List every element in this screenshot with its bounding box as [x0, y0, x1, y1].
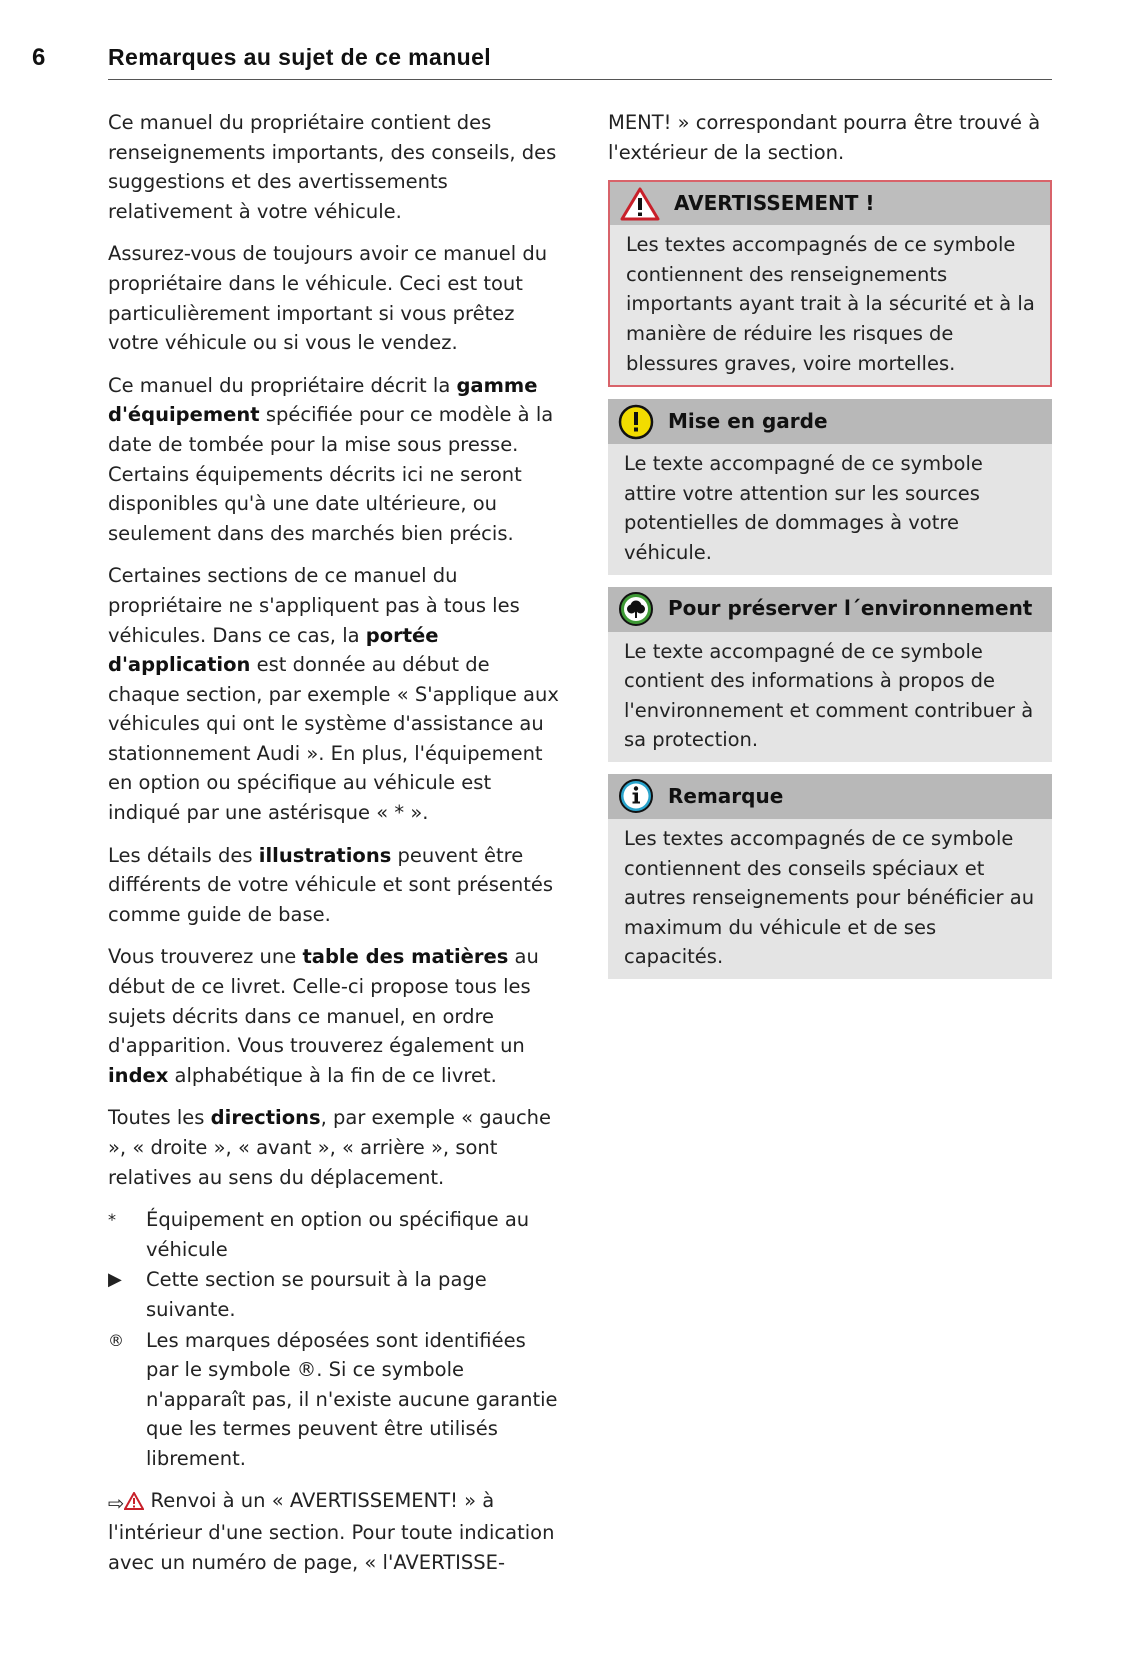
exclamation-circle-icon [618, 404, 654, 440]
info-circle-icon [618, 778, 654, 814]
legend-item [108, 1265, 563, 1324]
caution-box-body: Le texte accompagné de ce symbole attire votre attention sur les sources potentielles de dommages à votre véhicule. [624, 452, 983, 564]
note-box-body: Les textes accompagnés de ce symbole contiennent des conseils spéciaux et autres renseignements pour bénéficier au maximum du véhicule et de ses capacités. [624, 826, 1035, 969]
paragraph-directions: Toutes les directions, par exemple « gauche », « droite », « avant », « arrière », sont relatives au sens du déplacement. [108, 1106, 552, 1189]
legend-text: Les marques déposées sont identifiées par le symbole ®. Si ce symbole n'apparaît pas, il n'existe aucune garantie que les termes peuvent être utilisés librement. [146, 1328, 558, 1470]
environment-box-body: Le texte accompagné de ce symbole contient des informations à propos de l'environnement et comment contribuer à sa protection. [624, 639, 1034, 752]
environment-box-title: Pour préserver l´environnement [668, 596, 1033, 621]
reference-arrow-icon: ⇨ [108, 1491, 125, 1515]
paragraph-scope: Certaines sections de ce manuel du propriétaire ne s'appliquent pas à tous les véhicules. Dans ce cas, la portée d'application est donnée au début de chaque section, par exemple « S'applique aux véhicules qui ont le système d'assistance au stationnement Audi ». En plus, l'équipement en option ou spécifique au véhicule est indiqué par une astérisque « * ». [108, 564, 559, 825]
paragraph-intro: Ce manuel du propriétaire contient des renseignements importants, des conseils, des suggestions et des avertissements relativement à votre véhicule. [108, 111, 557, 223]
tree-icon [618, 591, 654, 627]
caution-box-title: Mise en garde [668, 408, 828, 433]
paragraph-illustrations: Les détails des illustrations peuvent être différents de votre véhicule et sont présentés comme guide de base. [108, 843, 554, 926]
paragraph-keep-manual: Assurez-vous de toujours avoir ce manuel du propriétaire dans le véhicule. Ceci est tout particulièrement important si vous prêtez votre véhicule ou si vous le vendez. [108, 242, 548, 355]
symbol-legend [108, 1205, 563, 1473]
paragraph-equipment-range: Ce manuel du propriétaire décrit la gamme d'équipement spécifiée pour ce modèle à la date de tombée pour la mise sous presse. Certains équipements décrits ici ne seront disponibles qu'à une date ultérieure, ou seulement dans des marchés bien précis. [108, 373, 554, 545]
paragraph-toc-index: Vous trouverez une table des matières au début de ce livret. Celle-ci propose tous les sujets décrits dans ce manuel, en ordre d'apparition. Vous trouverez également un index alphabétique à la fin de ce livret. [108, 945, 539, 1087]
warning-triangle-icon [620, 187, 660, 221]
left-column [108, 108, 563, 1590]
continue-arrow-icon: ▶ [108, 1269, 122, 1291]
registered-symbol: ® [108, 1330, 124, 1350]
caution-box [608, 399, 1052, 574]
warning-box-title: AVERTISSEMENT ! [674, 190, 875, 215]
environment-box [608, 587, 1052, 762]
paragraph-continuation: MENT! » correspondant pourra être trouvé à l'extérieur de la section. [608, 111, 1041, 164]
note-box [608, 774, 1052, 979]
warning-box-body: Les textes accompagnés de ce symbole contiennent des renseignements importants ayant trait à la sécurité et à la manière de réduire les risques de blessures graves, voire mortelles. [626, 233, 1035, 375]
note-box-title: Remarque [668, 783, 784, 808]
legend-text: Cette section se poursuit à la page suivante. [146, 1268, 487, 1321]
warning-box [608, 180, 1052, 387]
right-column [608, 108, 1052, 991]
warning-triangle-small-icon [124, 1492, 144, 1510]
page-title: Remarques au sujet de ce manuel [108, 44, 1052, 80]
legend-item [108, 1326, 563, 1474]
legend-text: Équipement en option ou spécifique au véhicule [146, 1208, 530, 1261]
page-number: 6 [32, 44, 46, 71]
legend-item [108, 1205, 563, 1264]
warning-reference: ⇨ Renvoi à un « AVERTISSEMENT! » à l'intérieur d'une section. Pour toute indication avec un numéro de page, « l'AVERTISSE- [108, 1488, 555, 1574]
asterisk-symbol: * [108, 1210, 116, 1230]
